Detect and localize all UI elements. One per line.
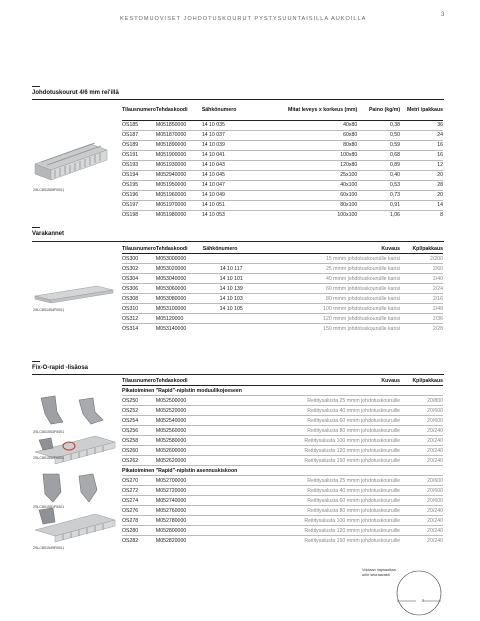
order-number: OS197 xyxy=(122,200,156,210)
description: 40 mmm johdotuskouruille kansi xyxy=(260,274,400,284)
meters-per-pack: 24 xyxy=(400,130,443,140)
factory-code: M051960000 xyxy=(156,190,202,200)
table-row xyxy=(122,254,443,264)
description: Reititysalusta 150 mmm johdotuskouruille xyxy=(216,536,400,546)
factory-code: M052500000 xyxy=(156,396,216,406)
order-number: OS189 xyxy=(122,140,156,150)
dimensions: 120x80 xyxy=(260,160,358,170)
description: Reititysalusta 150 mmm johdotuskouruille xyxy=(216,456,400,466)
weight: 1,06 xyxy=(357,210,400,220)
electrical-number: 14 10 049 xyxy=(202,190,260,200)
col-header: Tilausnumero xyxy=(122,106,156,113)
table-row xyxy=(122,496,443,506)
description: Reititysalusta 40 mmm johdotuskouruille xyxy=(216,406,400,416)
pieces-per-pack: 20/240 xyxy=(400,436,443,446)
clip-image xyxy=(33,394,115,426)
description: Reititysalusta 25 mmm johdotuskouruille xyxy=(216,476,400,486)
weight: 0,59 xyxy=(357,140,400,150)
col-header: Kpl/pakkaus xyxy=(412,245,443,252)
table-row xyxy=(122,526,443,536)
order-number: OS256 xyxy=(122,426,156,436)
electrical-number: 14 10 101 xyxy=(203,274,260,284)
page-header-title: KESTOMUOVISET JOHDOTUSKOURUT PYSTYSUUNTAISILLA AUKOILLA xyxy=(120,16,367,22)
factory-code: M052620000 xyxy=(156,456,216,466)
section-title-johdotuskourut: Johdotuskourut 4/6 mm rei'illä xyxy=(32,90,119,96)
factory-code: M052740000 xyxy=(156,496,216,506)
table-row xyxy=(122,506,443,516)
table-row xyxy=(122,150,443,160)
factory-code: M052700000 xyxy=(156,476,216,486)
dimensions: 100x80 xyxy=(260,150,358,160)
pieces-per-pack: 2/60 xyxy=(400,264,443,274)
col-header: Kpl/pakkaus xyxy=(412,377,443,384)
col-header: Mitat leveys x korkeus (mm) xyxy=(288,106,358,113)
weight: 0,53 xyxy=(357,180,400,190)
col-header: Metri /pakkaus xyxy=(406,106,443,113)
table-header-row xyxy=(122,244,443,254)
col-header: Paino (kg/m) xyxy=(368,106,401,113)
description: Reititysalusta 120 mmm johdotuskouruille xyxy=(216,526,400,536)
factory-code: M052940000 xyxy=(156,170,202,180)
description: Reititysalusta 60 mmm johdotuskouruille xyxy=(216,496,400,506)
description: 150 mmm johdotuskouruille kansi xyxy=(260,324,400,334)
image-code-label: 2SLC801553F0001 xyxy=(33,430,65,434)
order-number: OS304 xyxy=(122,274,156,284)
order-number: OS196 xyxy=(122,190,156,200)
dimensions: 60x100 xyxy=(260,190,358,200)
order-number: OS310 xyxy=(122,304,156,314)
circle-note-label: 7 xyxy=(422,598,425,603)
pieces-per-pack: 20/600 xyxy=(400,406,443,416)
meters-per-pack: 16 xyxy=(400,150,443,160)
electrical-number: 14 10 039 xyxy=(202,140,260,150)
order-number: OS254 xyxy=(122,416,156,426)
order-number: OS194 xyxy=(122,170,156,180)
electrical-number: 14 10 037 xyxy=(202,130,260,140)
meters-per-pack: 8 xyxy=(400,210,443,220)
table-row xyxy=(122,324,443,334)
order-number: OS308 xyxy=(122,294,156,304)
description: Reititysalusta 100 mmm johdotuskouruille xyxy=(216,516,400,526)
order-number: OS195 xyxy=(122,180,156,190)
order-number: OS302 xyxy=(122,264,156,274)
electrical-number: 14 10 139 xyxy=(203,284,260,294)
factory-code: M052560000 xyxy=(156,426,216,436)
factory-code: M051930000 xyxy=(156,160,202,170)
col-header: Sähkönumero xyxy=(201,106,237,113)
description: 100 mmm johdotuskouruille kansi xyxy=(260,304,400,314)
table-row xyxy=(122,294,443,304)
factory-code: M052720000 xyxy=(156,486,216,496)
meters-per-pack: 28 xyxy=(400,180,443,190)
order-number: OS306 xyxy=(122,284,156,294)
order-number: OS187 xyxy=(122,130,156,140)
pieces-per-pack: 20/240 xyxy=(400,426,443,436)
order-number: OS193 xyxy=(122,160,156,170)
subheading-label: Pikatoiminen "Rapid"-niplstin moduulikojeeseen xyxy=(122,386,443,396)
table-row xyxy=(122,536,443,546)
order-number: OS312 xyxy=(122,314,156,324)
circle-note-line: urlin seuraavasti xyxy=(362,573,390,577)
factory-code: M05120000 xyxy=(156,314,203,324)
description: Reititysalusta 100 mmm johdotuskouruille xyxy=(216,436,400,446)
weight: 0,40 xyxy=(357,170,400,180)
page-number: 3 xyxy=(441,12,445,18)
description: 15 mmm johdotuskouruille kansi xyxy=(260,254,400,264)
factory-code: M052780000 xyxy=(156,516,216,526)
factory-code: M051850000 xyxy=(156,120,202,130)
image-code-label: 2SLC801549F0001 xyxy=(33,546,65,550)
table-row xyxy=(122,210,443,220)
col-header: Sähkönumero xyxy=(202,245,238,252)
factory-code: M053040000 xyxy=(156,274,203,284)
col-header: Kuvaus xyxy=(381,377,401,384)
pieces-per-pack: 20/240 xyxy=(400,506,443,516)
electrical-number: 14 10 051 xyxy=(202,200,260,210)
description: Reititysalusta 25 mmm johdotuskouruille xyxy=(216,396,400,406)
section-rule xyxy=(32,374,444,375)
description: 60 mmm johdotuskouruille kansi xyxy=(260,284,400,294)
order-number: OS300 xyxy=(122,254,156,264)
order-number: OS314 xyxy=(122,324,156,334)
order-number: OS191 xyxy=(122,150,156,160)
order-number: OS198 xyxy=(122,210,156,220)
table-row xyxy=(122,426,443,436)
electrical-number: 14 10 035 xyxy=(202,120,260,130)
pieces-per-pack: 20/600 xyxy=(400,476,443,486)
factory-code: M053060000 xyxy=(156,284,203,294)
col-header: Kuvaus xyxy=(381,245,401,252)
table-row xyxy=(122,284,443,294)
table-row xyxy=(122,180,443,190)
factory-code: M051890000 xyxy=(156,140,202,150)
table-row xyxy=(122,516,443,526)
cable-duct-image xyxy=(33,140,113,182)
pieces-per-pack: 20/600 xyxy=(400,486,443,496)
electrical-number xyxy=(203,324,260,334)
section-divider-dash xyxy=(32,227,40,228)
section-title-fix-o-rapid: Fix-O-rapid -lisäosa xyxy=(32,365,89,371)
electrical-number: 14 10 043 xyxy=(202,160,260,170)
table-row xyxy=(122,200,443,210)
table-subheading xyxy=(122,466,443,476)
order-number: OS278 xyxy=(122,516,156,526)
factory-code: M053100000 xyxy=(156,304,203,314)
weight: 0,38 xyxy=(357,120,400,130)
table-row xyxy=(122,456,443,466)
pieces-per-pack: 2/24 xyxy=(400,284,443,294)
duct-cover-image xyxy=(33,284,115,304)
factory-code: M053020000 xyxy=(156,264,203,274)
weight: 0,73 xyxy=(357,190,400,200)
dimensions: 40x100 xyxy=(260,180,358,190)
weight: 0,50 xyxy=(357,130,400,140)
table-row xyxy=(122,140,443,150)
johdotuskourut-table xyxy=(122,100,443,220)
table-row xyxy=(122,446,443,456)
meters-per-pack: 16 xyxy=(400,140,443,150)
section-divider-dash xyxy=(32,86,40,87)
weight: 0,91 xyxy=(357,200,400,210)
electrical-number: 14 10 105 xyxy=(203,304,260,314)
pieces-per-pack: 20/240 xyxy=(400,516,443,526)
order-number: OS280 xyxy=(122,526,156,536)
electrical-number: 14 10 103 xyxy=(203,294,260,304)
table-header-row xyxy=(122,100,443,120)
pieces-per-pack: 2/40 xyxy=(400,274,443,284)
order-number: OS262 xyxy=(122,456,156,466)
dimensions: 100x100 xyxy=(260,210,358,220)
pieces-per-pack: 20/240 xyxy=(400,526,443,536)
col-header: Tehdaskoodi xyxy=(155,245,188,252)
subheading-label: Pikatoiminen "Rapid"-niplstin asennuskiskoon xyxy=(122,466,443,476)
table-row xyxy=(122,120,443,130)
description: 80 mmm johdotuskouruille kansi xyxy=(260,294,400,304)
table-header-row xyxy=(122,376,443,386)
factory-code: M053080000 xyxy=(156,294,203,304)
description: Reititysalusta 120 mmm johdotuskouruille xyxy=(216,446,400,456)
factory-code: M052600000 xyxy=(156,446,216,456)
pieces-per-pack: 2/36 xyxy=(400,314,443,324)
description: Reititysalusta 40 mmm johdotuskouruille xyxy=(216,486,400,496)
dimensions: 25x100 xyxy=(260,170,358,180)
factory-code: M052820000 xyxy=(156,536,216,546)
factory-code: M052540000 xyxy=(156,416,216,426)
table-row xyxy=(122,274,443,284)
factory-code: M052580000 xyxy=(156,436,216,446)
meters-per-pack: 20 xyxy=(400,190,443,200)
image-code-label: 2SLC801551F0001 xyxy=(33,505,65,509)
table-row xyxy=(122,396,443,406)
factory-code: M051900000 xyxy=(156,150,202,160)
table-row xyxy=(122,130,443,140)
order-number: OS282 xyxy=(122,536,156,546)
col-header: Tilausnumero xyxy=(122,377,156,384)
section-divider-dash xyxy=(32,361,40,362)
duct-rail-clip-image xyxy=(33,508,123,544)
circle-note-text xyxy=(362,568,396,578)
order-number: OS274 xyxy=(122,496,156,506)
description: Reititysalusta 60 mmm johdotuskouruille xyxy=(216,416,400,426)
description: 120 mmm johdotuskouruille kansi xyxy=(260,314,400,324)
image-code-label: 2SLC801552F0001 xyxy=(33,456,65,460)
factory-code: M052800000 xyxy=(156,526,216,536)
col-header: Tehdaskoodi xyxy=(155,106,188,113)
table-row xyxy=(122,170,443,180)
table-row xyxy=(122,304,443,314)
electrical-number xyxy=(203,254,260,264)
table-row xyxy=(122,264,443,274)
table-row xyxy=(122,160,443,170)
meters-per-pack: 20 xyxy=(400,170,443,180)
pieces-per-pack: 20/240 xyxy=(400,456,443,466)
pieces-per-pack: 20/240 xyxy=(400,446,443,456)
factory-code: M051950000 xyxy=(156,180,202,190)
description: 25 mmm johdotuskouruille kansi xyxy=(260,264,400,274)
electrical-number: 14 10 053 xyxy=(202,210,260,220)
col-header: Tilausnumero xyxy=(122,245,156,252)
pieces-per-pack: 2/28 xyxy=(400,324,443,334)
pieces-per-pack: 20/600 xyxy=(400,416,443,426)
description: Reititysalusta 80 mmm johdotuskouruille xyxy=(216,426,400,436)
pieces-per-pack: 20/800 xyxy=(400,396,443,406)
circle-note-line: Voidaan napsauttaa xyxy=(362,568,396,572)
order-number: OS185 xyxy=(122,120,156,130)
description: Reititysalusta 80 mmm johdotuskouruille xyxy=(216,506,400,516)
order-number: OS276 xyxy=(122,506,156,516)
pieces-per-pack: 20/600 xyxy=(400,496,443,506)
factory-code: M051870000 xyxy=(156,130,202,140)
order-number: OS272 xyxy=(122,486,156,496)
pieces-per-pack: 2/16 xyxy=(400,294,443,304)
varakannet-table xyxy=(122,244,443,333)
clip-rail-image xyxy=(33,472,115,504)
electrical-number: 14 10 045 xyxy=(202,170,260,180)
electrical-number xyxy=(203,314,260,324)
meters-per-pack: 36 xyxy=(400,120,443,130)
order-number: OS260 xyxy=(122,446,156,456)
table-row xyxy=(122,416,443,426)
order-number: OS258 xyxy=(122,436,156,446)
order-number: OS252 xyxy=(122,406,156,416)
electrical-number: 14 10 117 xyxy=(203,264,260,274)
dimensions: 80x100 xyxy=(260,200,358,210)
electrical-number: 14 10 047 xyxy=(202,180,260,190)
table-row xyxy=(122,314,443,324)
factory-code: M051970000 xyxy=(156,200,202,210)
weight: 0,89 xyxy=(357,160,400,170)
table-row xyxy=(122,476,443,486)
meters-per-pack: 12 xyxy=(400,160,443,170)
factory-code: M052520000 xyxy=(156,406,216,416)
order-number: OS270 xyxy=(122,476,156,486)
weight: 0,68 xyxy=(357,150,400,160)
electrical-number: 14 10 041 xyxy=(202,150,260,160)
fix-o-rapid-table xyxy=(122,376,443,545)
col-header: Tehdaskoodi xyxy=(155,377,188,384)
table-subheading xyxy=(122,386,443,396)
table-row xyxy=(122,190,443,200)
section-rule xyxy=(32,241,444,242)
order-number: OS250 xyxy=(122,396,156,406)
pieces-per-pack: 20/240 xyxy=(400,536,443,546)
meters-per-pack: 14 xyxy=(400,200,443,210)
open-circle-icon xyxy=(392,567,446,619)
factory-code: M051980000 xyxy=(156,210,202,220)
pieces-per-pack: 2/48 xyxy=(400,304,443,314)
factory-code: M053000000 xyxy=(156,254,203,264)
dimensions: 80x80 xyxy=(260,140,358,150)
table-row xyxy=(122,436,443,446)
table-row xyxy=(122,486,443,496)
image-code-label: 2SLC801559F0001 xyxy=(33,188,65,192)
table-row xyxy=(122,406,443,416)
factory-code: M053140000 xyxy=(156,324,203,334)
dimensions: 60x80 xyxy=(260,130,358,140)
section-title-varakannet: Varakannet xyxy=(32,231,65,237)
dimensions: 40x80 xyxy=(260,120,358,130)
image-code-label: 2SLC801454F0001 xyxy=(33,308,65,312)
factory-code: M052760000 xyxy=(156,506,216,516)
pieces-per-pack: 2/200 xyxy=(400,254,443,264)
